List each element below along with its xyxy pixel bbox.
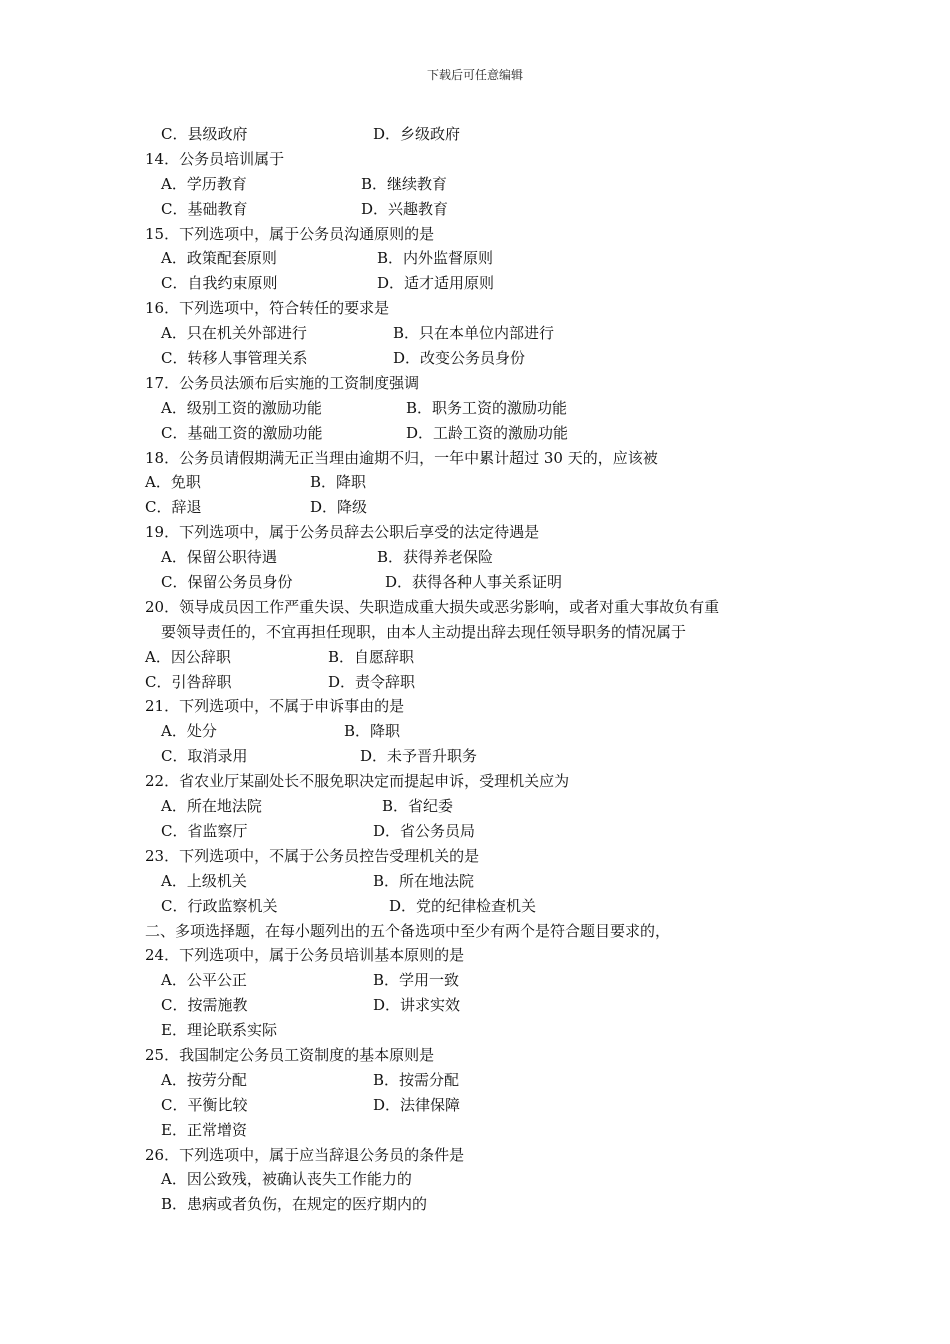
option-text: D．工龄工资的激励功能 [406, 423, 569, 442]
option-text: D．责令辞职 [328, 672, 416, 691]
question-text: 二、多项选择题，在每小题列出的五个备选项中至少有两个是符合题目要求的， [145, 921, 671, 940]
option-text: C．行政监察机关 [161, 896, 278, 915]
option-row [145, 271, 805, 296]
option-text: A．所在地法院 [161, 797, 262, 816]
option-text: C．基础工资的激励功能 [161, 423, 323, 442]
option-row [145, 321, 805, 346]
option-row [145, 570, 805, 595]
question-text: 23．下列选项中，不属于公务员控告受理机关的是 [145, 846, 480, 865]
option-text: A．只在机关外部进行 [161, 324, 307, 343]
page-header: 下载后可任意编辑 [426, 68, 523, 82]
option-row [145, 197, 805, 222]
question-text: 20．领导成员因工作严重失误、失职造成重大损失或恶劣影响，或者对重大事故负有重 [145, 597, 720, 616]
question-text: 14．公务员培训属于 [145, 149, 285, 168]
option-text: C．保留公务员身份 [161, 573, 293, 592]
option-row [145, 819, 805, 844]
option-text: A．按劳分配 [161, 1070, 247, 1089]
option-text: A．处分 [161, 722, 217, 741]
option-row [145, 670, 805, 695]
option-text: B．省纪委 [382, 797, 454, 816]
option-text: D．乡级政府 [373, 125, 461, 143]
question-text: 17．公务员法颁布后实施的工资制度强调 [145, 373, 420, 392]
option-text: B．患病或者负伤，在规定的医疗期内的 [161, 1195, 428, 1214]
option-text: B．只在本单位内部进行 [393, 324, 555, 343]
option-row [145, 993, 805, 1018]
option-text: B．内外监督原则 [377, 249, 494, 268]
option-text: C．取消录用 [161, 747, 248, 766]
option-text: C．省监察厅 [161, 821, 248, 840]
option-text: C．平衡比较 [161, 1095, 248, 1114]
option-row [145, 495, 805, 520]
option-text: A．免职 [145, 473, 201, 492]
option-text: A．保留公职待遇 [161, 548, 277, 567]
question-continuation: 要领导责任的，不宜再担任现职，由本人主动提出辞去现任领导职务的情况属于 [161, 622, 687, 641]
option-text: D．法律保障 [373, 1095, 461, 1114]
option-text: B．继续教育 [361, 174, 448, 193]
option-text: B．按需分配 [373, 1070, 460, 1089]
option-row [145, 869, 805, 894]
option-text: C．引咎辞职 [145, 672, 232, 691]
option-text: A．政策配套原则 [161, 249, 277, 268]
option-text: A．因公辞职 [145, 647, 231, 666]
option-text: D．党的纪律检查机关 [389, 896, 537, 915]
option-text: B．获得养老保险 [377, 548, 494, 567]
option-row [145, 1068, 805, 1093]
option-text: D．兴趣教育 [361, 199, 449, 218]
option-row [145, 894, 805, 919]
option-text: C．转移人事管理关系 [161, 349, 308, 368]
option-text: E．正常增资 [161, 1120, 247, 1139]
option-text: C．辞退 [145, 498, 202, 517]
question-text: 25．我国制定公务员工资制度的基本原则是 [145, 1045, 435, 1064]
option-row [145, 246, 805, 271]
document-body [145, 122, 805, 1217]
option-text: C．按需施教 [161, 996, 248, 1015]
option-text: B．学用一致 [373, 971, 460, 990]
option-text: D．省公务员局 [373, 821, 476, 840]
option-text: B．自愿辞职 [328, 647, 415, 666]
question-text: 18．公务员请假期满无正当理由逾期不归，一年中累计超过 30 天的，应该被 [145, 448, 658, 467]
option-text: A．上级机关 [161, 871, 247, 890]
option-text: B．降职 [344, 722, 401, 741]
question-text: 21．下列选项中，不属于申诉事由的是 [145, 697, 405, 716]
option-text: D．适才适用原则 [377, 274, 495, 293]
option-row [145, 744, 805, 769]
option-text: B．职务工资的激励功能 [406, 398, 568, 417]
option-text: C．县级政府 [161, 125, 248, 143]
question-text: 26．下列选项中，属于应当辞退公务员的条件是 [145, 1145, 465, 1164]
option-text: E．理论联系实际 [161, 1021, 277, 1040]
option-text: A．因公致残，被确认丧失工作能力的 [161, 1170, 412, 1189]
option-row [145, 470, 805, 495]
option-text: C．自我约束原则 [161, 274, 278, 293]
option-text: B．降职 [310, 473, 367, 492]
question-text: 19．下列选项中，属于公务员辞去公职后享受的法定待遇是 [145, 523, 540, 542]
option-text: D．未予晋升职务 [360, 747, 478, 766]
question-text: 22．省农业厅某副处长不服免职决定而提起申诉，受理机关应为 [145, 772, 570, 791]
option-row [145, 122, 805, 147]
question-text: 15．下列选项中，属于公务员沟通原则的是 [145, 224, 435, 243]
option-text: D．降级 [310, 498, 368, 517]
option-text: B．所在地法院 [373, 871, 475, 890]
question-text: 24．下列选项中，属于公务员培训基本原则的是 [145, 946, 465, 965]
option-row [145, 172, 805, 197]
option-row [145, 794, 805, 819]
option-row [145, 545, 805, 570]
option-text: A．级别工资的激励功能 [161, 398, 322, 417]
option-row [145, 719, 805, 744]
option-text: D．获得各种人事关系证明 [385, 573, 563, 592]
option-row [145, 968, 805, 993]
option-row [145, 421, 805, 446]
option-text: A．公平公正 [161, 971, 247, 990]
option-text: A．学历教育 [161, 174, 247, 193]
option-row [145, 346, 805, 371]
option-row [145, 396, 805, 421]
option-text: D．改变公务员身份 [393, 349, 526, 368]
option-row [145, 1093, 805, 1118]
question-text: 16．下列选项中，符合转任的要求是 [145, 299, 390, 318]
option-text: C．基础教育 [161, 199, 248, 218]
option-row [145, 645, 805, 670]
option-text: D．讲求实效 [373, 996, 461, 1015]
